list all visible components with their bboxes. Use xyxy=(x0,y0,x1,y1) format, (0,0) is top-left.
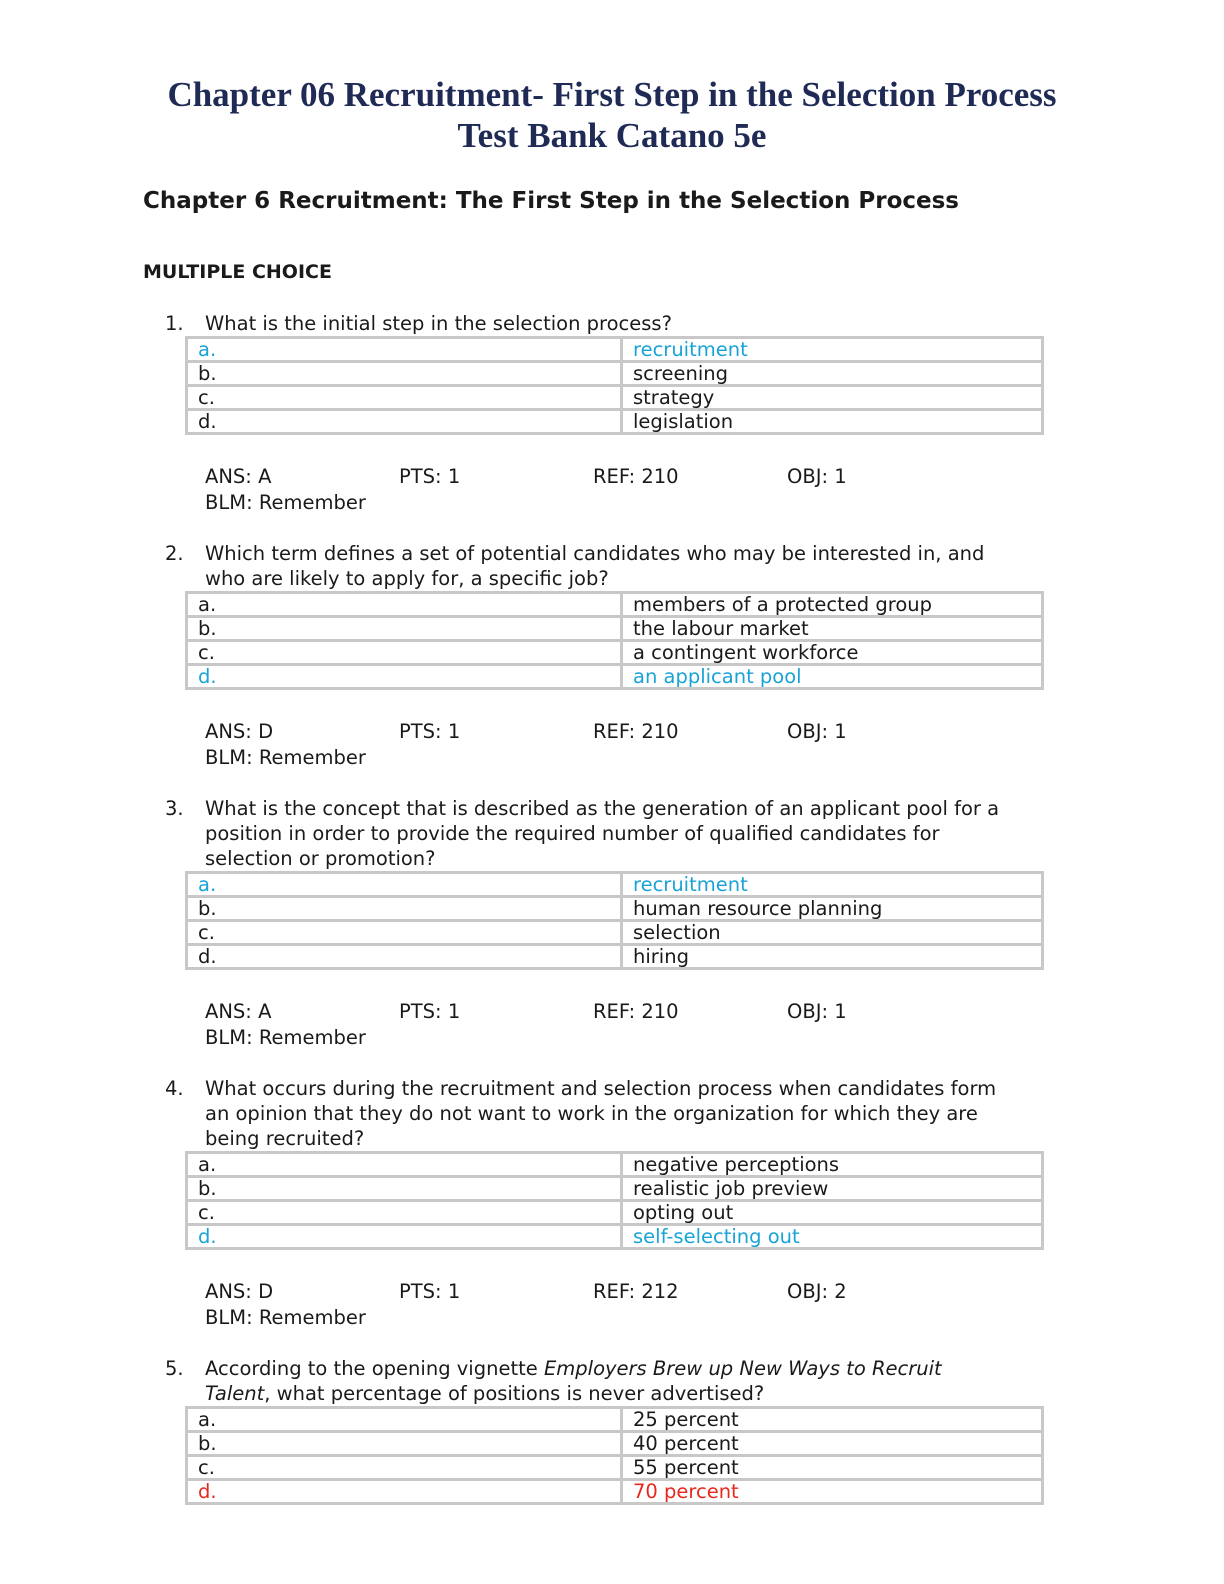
choice-row xyxy=(187,641,1043,665)
choice-row xyxy=(187,338,1043,362)
choices-table xyxy=(185,1406,1044,1505)
choice-text: 25 percent xyxy=(622,1408,1043,1432)
question-text-line: Which term defines a set of potential candidates who may be interested in, and xyxy=(205,542,985,565)
question-number: 5. xyxy=(165,1357,184,1380)
question-text-line: What occurs during the recruitment and selection process when candidates form xyxy=(205,1077,997,1100)
choice-letter: c. xyxy=(187,921,622,945)
choice-letter: d. xyxy=(187,410,622,434)
choices-table xyxy=(185,591,1044,690)
question-text-line xyxy=(205,1381,1095,1406)
choice-text: 40 percent xyxy=(622,1432,1043,1456)
vignette-title-continued: Talent xyxy=(205,1382,265,1405)
choice-row xyxy=(187,1432,1043,1456)
choice-row xyxy=(187,593,1043,617)
choices-table xyxy=(185,871,1044,970)
question-text-line: an opinion that they do not want to work in the organization for which they are xyxy=(205,1102,978,1125)
question-text-line: What is the initial step in the selection process? xyxy=(205,312,672,335)
choice-row xyxy=(187,386,1043,410)
objective: OBJ: 1 xyxy=(787,720,847,743)
choice-text: recruitment xyxy=(622,338,1043,362)
choice-letter: c. xyxy=(187,641,622,665)
choice-text: self-selecting out xyxy=(622,1225,1043,1249)
question-number: 2. xyxy=(165,542,184,565)
question-number: 1. xyxy=(165,312,184,335)
answer-key: ANS: D xyxy=(205,1280,274,1303)
question-text xyxy=(205,541,1095,591)
choice-row xyxy=(187,1480,1043,1504)
objective: OBJ: 2 xyxy=(787,1280,847,1303)
blooms-level: BLM: Remember xyxy=(205,746,366,769)
choices-table xyxy=(185,336,1044,435)
choice-row xyxy=(187,362,1043,386)
choice-letter: b. xyxy=(187,897,622,921)
blooms-level: BLM: Remember xyxy=(205,1306,366,1329)
page-reference: REF: 212 xyxy=(593,1280,679,1303)
choice-letter: b. xyxy=(187,1432,622,1456)
question-text-line: being recruited? xyxy=(205,1127,365,1150)
question-text-line xyxy=(205,1356,1095,1381)
choice-text: opting out xyxy=(622,1201,1043,1225)
points: PTS: 1 xyxy=(399,465,461,488)
question-number: 4. xyxy=(165,1077,184,1100)
choice-letter: b. xyxy=(187,362,622,386)
choice-letter: d. xyxy=(187,945,622,969)
choices-table xyxy=(185,1151,1044,1250)
choice-text: 70 percent xyxy=(622,1480,1043,1504)
document-title-line-2: Test Bank Catano 5e xyxy=(457,116,767,155)
choice-letter: a. xyxy=(187,1153,622,1177)
choice-text: realistic job preview xyxy=(622,1177,1043,1201)
choice-row xyxy=(187,1153,1043,1177)
blooms-level: BLM: Remember xyxy=(205,491,366,514)
choice-text: screening xyxy=(622,362,1043,386)
choice-letter: b. xyxy=(187,617,622,641)
choice-text: the labour market xyxy=(622,617,1043,641)
choice-text: an applicant pool xyxy=(622,665,1043,689)
question-text-line: position in order to provide the required number of qualified candidates for xyxy=(205,822,940,845)
page-reference: REF: 210 xyxy=(593,1000,679,1023)
objective: OBJ: 1 xyxy=(787,465,847,488)
choice-letter: a. xyxy=(187,593,622,617)
choice-text: 55 percent xyxy=(622,1456,1043,1480)
choice-row xyxy=(187,1201,1043,1225)
question-text-line: who are likely to apply for, a specific job? xyxy=(205,567,609,590)
choice-text: hiring xyxy=(622,945,1043,969)
choice-letter: d. xyxy=(187,665,622,689)
choice-row xyxy=(187,617,1043,641)
question-text-segment: According to the opening vignette xyxy=(205,1357,544,1380)
choice-letter: d. xyxy=(187,1480,622,1504)
vignette-title: Employers Brew up New Ways to Recruit xyxy=(543,1357,942,1380)
question-number: 3. xyxy=(165,797,184,820)
points: PTS: 1 xyxy=(399,1280,461,1303)
choice-row xyxy=(187,897,1043,921)
points: PTS: 1 xyxy=(399,1000,461,1023)
choice-letter: d. xyxy=(187,1225,622,1249)
choice-row xyxy=(187,1177,1043,1201)
choice-row xyxy=(187,410,1043,434)
choice-letter: a. xyxy=(187,338,622,362)
section-heading: MULTIPLE CHOICE xyxy=(143,261,332,283)
question-text xyxy=(205,311,1095,336)
choice-text: recruitment xyxy=(622,873,1043,897)
choice-row xyxy=(187,921,1043,945)
page-reference: REF: 210 xyxy=(593,720,679,743)
question-text xyxy=(205,1356,1095,1406)
choice-text: legislation xyxy=(622,410,1043,434)
question-text-line: selection or promotion? xyxy=(205,847,436,870)
choice-letter: c. xyxy=(187,386,622,410)
choice-letter: a. xyxy=(187,1408,622,1432)
blooms-level: BLM: Remember xyxy=(205,1026,366,1049)
choice-letter: a. xyxy=(187,873,622,897)
document-title xyxy=(0,74,1224,156)
choice-row xyxy=(187,1456,1043,1480)
choice-letter: b. xyxy=(187,1177,622,1201)
points: PTS: 1 xyxy=(399,720,461,743)
choice-row xyxy=(187,1408,1043,1432)
choice-text: strategy xyxy=(622,386,1043,410)
choice-row xyxy=(187,1225,1043,1249)
choice-text: human resource planning xyxy=(622,897,1043,921)
choice-row xyxy=(187,873,1043,897)
choice-row xyxy=(187,665,1043,689)
choice-letter: c. xyxy=(187,1456,622,1480)
question-text xyxy=(205,796,1095,871)
choice-text: members of a protected group xyxy=(622,593,1043,617)
answer-key: ANS: A xyxy=(205,1000,272,1023)
choice-text: negative perceptions xyxy=(622,1153,1043,1177)
question-text xyxy=(205,1076,1095,1151)
choice-row xyxy=(187,945,1043,969)
choice-letter: c. xyxy=(187,1201,622,1225)
choice-text: a contingent workforce xyxy=(622,641,1043,665)
chapter-heading: Chapter 6 Recruitment: The First Step in the Selection Process xyxy=(143,188,959,214)
document-title-line-1: Chapter 06 Recruitment- First Step in the Selection Process xyxy=(167,75,1057,114)
page-reference: REF: 210 xyxy=(593,465,679,488)
answer-key: ANS: D xyxy=(205,720,274,743)
answer-key: ANS: A xyxy=(205,465,272,488)
objective: OBJ: 1 xyxy=(787,1000,847,1023)
question-text-line: What is the concept that is described as the generation of an applicant pool for a xyxy=(205,797,1000,820)
choice-text: selection xyxy=(622,921,1043,945)
question-text-segment: , what percentage of positions is never advertised? xyxy=(264,1382,765,1405)
